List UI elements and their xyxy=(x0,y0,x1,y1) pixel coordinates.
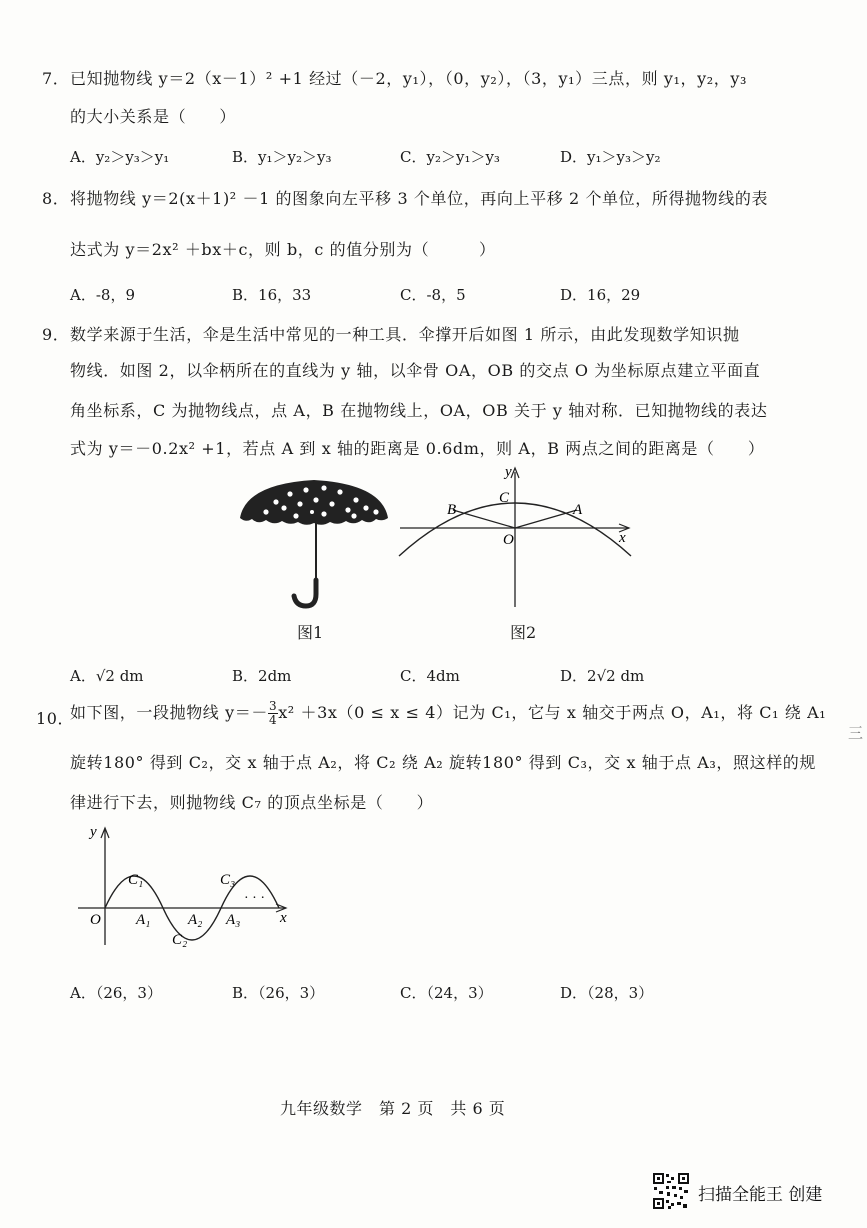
q8-option-c: C．-8，5 xyxy=(400,286,466,304)
q10-line1-end: x² ＋3x（0 ≤ x ≤ 4）记为 C₁，它与 x 轴交于两点 O，A₁，将 C₁ 绕 A₁ xyxy=(278,703,827,722)
q10-continuation-dots: · · · xyxy=(244,891,265,906)
q10-y-label: y xyxy=(90,824,97,840)
q10-x-label: x xyxy=(280,910,287,926)
margin-mark: 三 xyxy=(848,724,864,742)
fig2-x-label: x xyxy=(619,530,626,546)
q10-origin-label: O xyxy=(90,912,101,928)
page-footer: 九年级数学 第 2 页 共 6 页 xyxy=(280,1099,506,1118)
q7-option-b: B．y₁＞y₂＞y₃ xyxy=(232,148,332,166)
scanner-watermark: 扫描全能王 创建 xyxy=(698,1185,823,1205)
q10-parabola-graph xyxy=(72,820,302,950)
q7-line1: 已知抛物线 y＝2（x－1）² +1 经过（－2，y₁），（0，y₂），（3，y₁）三点，则 y₁，y₂，y₃ xyxy=(70,69,748,88)
q8-line2: 达式为 y＝2x² ＋bx＋c，则 b，c 的值分别为（ ） xyxy=(70,240,496,259)
q10-c3-label: C₃ xyxy=(220,872,236,888)
q10-number: 10． xyxy=(36,709,75,728)
fig2-point-b-label: B xyxy=(447,502,457,518)
fig2-caption: 图2 xyxy=(510,623,537,642)
fig2-point-a-label: A xyxy=(573,502,583,518)
parabola-figure-2 xyxy=(395,462,640,612)
q10-line1 xyxy=(70,700,826,727)
q7-line2: 的大小关系是（ ） xyxy=(70,107,237,126)
q10-a3-label: A₃ xyxy=(226,912,241,928)
fig2-point-c-label: C xyxy=(499,490,510,506)
q9-line3: 角坐标系，C 为抛物线点，点 A，B 在抛物线上，OA，OB 关于 y 轴对称．已知抛物线的表达 xyxy=(70,401,768,420)
q7-option-d: D．y₁＞y₃＞y₂ xyxy=(560,148,661,166)
q10-option-d: D．（28，3） xyxy=(560,984,654,1002)
fig2-origin-label: O xyxy=(503,532,514,548)
q9-number: 9． xyxy=(42,325,70,344)
q10-option-b: B．（26，3） xyxy=(232,984,325,1002)
q7-number: 7． xyxy=(42,69,70,88)
q9-option-d: D．2√2 dm xyxy=(560,667,645,685)
q9-line2: 物线．如图 2，以伞柄所在的直线为 y 轴，以伞骨 OA，OB 的交点 O 为坐标原点建立平面直 xyxy=(70,361,761,380)
q10-c1-label: C₁ xyxy=(128,872,144,888)
q9-option-b: B．2dm xyxy=(232,667,292,685)
q7-option-a: A．y₂＞y₃＞y₁ xyxy=(70,148,170,166)
q9-line4: 式为 y＝－0.2x² +1，若点 A 到 x 轴的距离是 0.6dm，则 A，B 两点之间的距离是（ ） xyxy=(70,439,765,458)
q10-line3: 律进行下去，则抛物线 C₇ 的顶点坐标是（ ） xyxy=(70,793,434,812)
q8-option-b: B．16，33 xyxy=(232,286,312,304)
q10-line1-start: 如下图，一段抛物线 y＝－ xyxy=(70,703,268,722)
q7-option-c: C．y₂＞y₁＞y₃ xyxy=(400,148,500,166)
q9-line1: 数学来源于生活，伞是生活中常见的一种工具．伞撑开后如图 1 所示，由此发现数学知识抛 xyxy=(70,325,740,344)
umbrella-figure xyxy=(236,476,396,611)
q8-number: 8． xyxy=(42,189,70,208)
q9-option-c: C．4dm xyxy=(400,667,460,685)
q9-option-a: A．√2 dm xyxy=(70,667,144,685)
q8-line1: 将抛物线 y＝2(x＋1)² －1 的图象向左平移 3 个单位，再向上平移 2 个单位，所得抛物线的表 xyxy=(70,189,769,208)
q10-fraction xyxy=(268,700,278,727)
q10-fraction-denominator: 4 xyxy=(268,713,278,727)
q8-option-a: A．-8，9 xyxy=(70,286,135,304)
q10-option-a: A．（26，3） xyxy=(70,984,162,1002)
q10-fraction-numerator: 3 xyxy=(268,699,278,713)
q10-a1-label: A₁ xyxy=(136,912,151,928)
q10-a2-label: A₂ xyxy=(188,912,203,928)
q10-c2-label: C₂ xyxy=(172,932,188,948)
q10-option-c: C．（24，3） xyxy=(400,984,493,1002)
fig1-caption: 图1 xyxy=(297,623,324,642)
qr-code-icon xyxy=(652,1172,690,1210)
q10-line2: 旋转180° 得到 C₂，交 x 轴于点 A₂，将 C₂ 绕 A₂ 旋转180° 得到 C₃，交 x 轴于点 A₃，照这样的规 xyxy=(70,753,817,772)
q8-option-d: D．16，29 xyxy=(560,286,641,304)
fig2-y-label: y xyxy=(505,464,512,480)
